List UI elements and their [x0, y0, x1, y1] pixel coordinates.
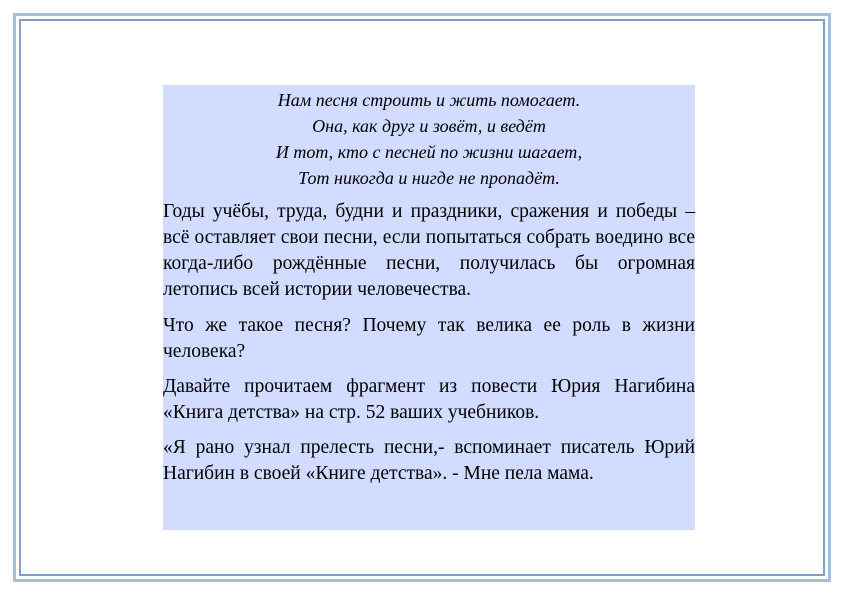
paragraph-reading-task: Давайте прочитаем фрагмент из повести Юрия Нагибина «Книга детства» на стр. 52 ваших учебников. [163, 376, 695, 423]
poem-line: Тот никогда и нигде не пропадёт. [298, 168, 560, 188]
poem-line: И тот, кто с песней по жизни шагает, [275, 142, 583, 162]
paragraph-intro: Годы учёбы, труда, будни и праздники, сражения и победы – всё оставляет свои песни, если попытаться собрать воедино все когда-либо рождённые песни, получилась бы огромная летопись всей истории человечества. [163, 201, 695, 300]
poem-line: Нам песня строить и жить помогает. [277, 90, 581, 110]
text-block [163, 85, 695, 530]
paragraph-question: Что же такое песня? Почему так велика ее роль в жизни человека? [163, 315, 695, 362]
paragraph-quote: «Я рано узнал прелесть песни,- вспоминает писатель Юрий Нагибин в своей «Книге детства». - Мне пела мама. [163, 437, 695, 484]
poem-line: Она, как друг и зовёт, и ведёт [312, 116, 546, 136]
poem-epigraph [163, 85, 695, 191]
